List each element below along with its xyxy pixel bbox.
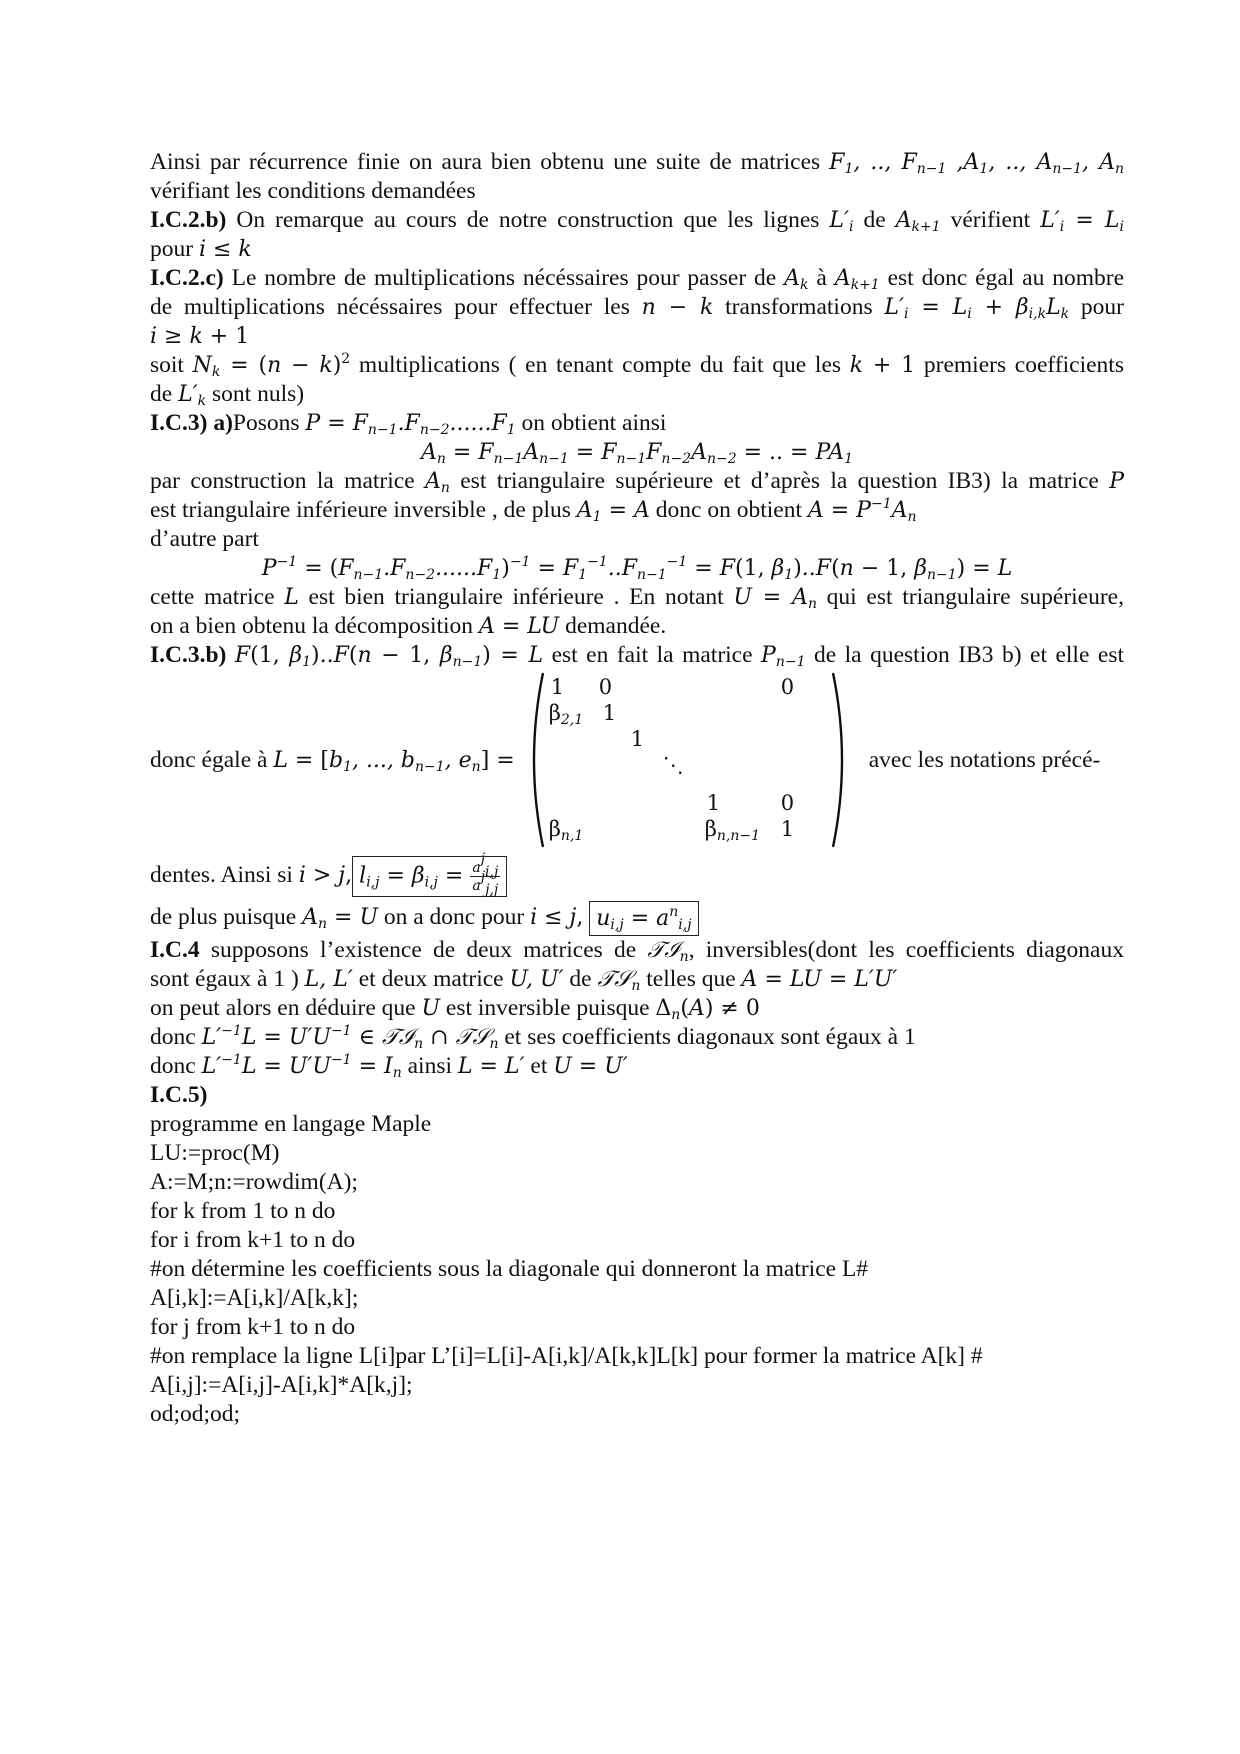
left-paren-icon (523, 670, 547, 850)
matrix-cell: $\beta_{2,1}$ (548, 701, 584, 728)
section-label: I.C.2.b) (150, 207, 227, 233)
boxed-formula-lij: $l_{i,j} = \beta_{i,j}$ = $\frac{a^j_{i,j}}{a^j_{j,j}}$ (352, 856, 507, 897)
section-label: I.C.2.c) (150, 265, 224, 291)
matrix-row (150, 670, 1124, 850)
code-line: od;od;od; (150, 1401, 241, 1427)
section-icc3-line5: d’autre part (150, 526, 259, 552)
section-icc3-line4: est triangulaire inférieure inversible , de plus $A_1 = A$ donc on obtient $A = P^{-1}A_n$ (150, 496, 917, 525)
matrix-cell: 0 (598, 675, 613, 699)
maple-code-block (150, 1110, 1124, 1429)
section-icc4-line3: on peut alors en déduire que U est inversible puisque $\Delta_n(A) \ne 0$ (150, 995, 760, 1023)
boxed-formula-uij: $u_{i,j} = a^n_{i,j}$ (589, 901, 698, 936)
section-icc4-line2: sont égaux à 1 ) L, L′ et deux matrice U, U′ de 𝒯𝒮$_n$ telles que A = LU = L′U′ (150, 966, 898, 994)
equation-an: $A_n = F_{n-1}A_{n-1} = F_{n-1}F_{n-2}A_{n-2}$ = .. = $PA_1$ (420, 440, 854, 467)
section-icc2b-cont: pour i ≤ k (150, 236, 252, 262)
section-label: I.C.3.b) (150, 642, 227, 668)
section-icc3-line7: cette matrice L est bien triangulaire inférieure . En notant $U = A_n$ qui est triangulaire supérieure, (150, 584, 1124, 612)
matrix-cell: 1 (780, 817, 795, 841)
equation-pinv: $P^{-1} = (F_{n-1}.F_{n-2}......F_1)^{-1} = F_1^{-1}..F_{n-1}^{-1} = F(1$, $\beta_1)..F(n - 1$, $\beta_{n-1}) = L$ (261, 554, 1013, 583)
paragraph-intro: Ainsi par récurrence finie on aura bien obtenu une suite de matrices $F_1$, .., $F_{n-1}$ $,A_1$, .., $A_{n-1}$, $A_n$ (150, 149, 1124, 177)
section-icc3b-uij: de plus puisque $A_n = U$ on a donc pour i ≤ j, $u_{i,j} = a^n_{i,j}$ (150, 901, 1124, 936)
section-icc2c-line2: de multiplications nécéssaires pour effectuer les n − k transformations $L'_i = L_i + \beta_{i,k}L_k$ pour (150, 294, 1124, 322)
code-line: for i from k+1 to n do (150, 1227, 356, 1253)
matrix-cell: 0 (780, 675, 795, 699)
section-icc3b: I.C.3.b) F(1, $\beta_1)..F(n - 1$, $\beta_{n-1}) = L$ est en fait la matrice $P_{n-1}$ de la question IB3 b) et elle est (150, 642, 1124, 670)
matrix-cell: ⋱ (662, 753, 684, 777)
code-line: A:=M;n:=rowdim(A); (150, 1169, 358, 1195)
right-paren-icon (829, 670, 853, 850)
section-icc2c: I.C.2.c) Le nombre de multiplications nécéssaires pour passer de $A_k$ à $A_{k+1}$ est donc égal au nombre (150, 265, 1125, 293)
program-intro-line: programme en langage Maple (150, 1111, 432, 1137)
code-line: for k from 1 to n do (150, 1198, 336, 1224)
code-line: A[i,j]:=A[i,j]-A[i,k]*A[k,j]; (150, 1372, 413, 1398)
matrix-cell: $\beta_{n,n-1}$ (704, 817, 760, 844)
section-label: I.C.4 (150, 937, 200, 963)
section-icc2b: I.C.2.b) On remarque au cours de notre construction que les lignes $L'_i$ de $A_{k+1}$ vérifient $L'_i = L_i$ (150, 207, 1124, 235)
section-icc4-line4: donc $L'^{-1}L = U'U^{-1}$ ∈ 𝒯ℐ$_n$ ∩ 𝒯𝒮$_n$ et ses coefficients diagonaux sont égaux à 1 (150, 1023, 916, 1052)
matrix-cell: 0 (780, 791, 795, 815)
section-icc2c-line3: i ≥ k + 1 (150, 324, 250, 349)
section-icc3-line8: on a bien obtenu la décomposition A = LU demandée. (150, 613, 667, 639)
section-icc3b-lij: dentes. Ainsi si i > j, $l_{i,j} = \beta_{i,j}$ = $\frac{a^j_{i,j}}{a^j_{j,j}}$ (150, 856, 1124, 897)
matrix-lhs: donc égale à $L = [b_1$, ..., $b_{n-1}$, $e_n$] = (150, 746, 515, 775)
code-line: A[i,k]:=A[i,k]/A[k,k]; (150, 1285, 359, 1311)
section-icc5-label: I.C.5) (150, 1082, 208, 1108)
matrix-L (523, 670, 853, 850)
section-icc3-line3: par construction la matrice $A_n$ est triangulaire supérieure et d’après la question IB3) la matrice P (150, 468, 1125, 496)
paragraph-intro-cont: vérifiant les conditions demandées (150, 178, 476, 204)
section-label: I.C.3) a) (150, 410, 233, 436)
matrix-cell: 1 (602, 701, 617, 725)
code-line: for j from k+1 to n do (150, 1314, 356, 1340)
section-icc3: I.C.3) a)Posons $P = F_{n-1}.F_{n-2}......F_1$ on obtient ainsi (150, 410, 667, 438)
code-line: #on détermine les coefficients sous la diagonale qui donneront la matrice L# (150, 1256, 869, 1282)
matrix-rhs: avec les notations précé- (868, 746, 1101, 773)
matrix-cell: 1 (630, 727, 645, 751)
matrix-cell: 1 (706, 791, 721, 815)
code-line: LU:=proc(M) (150, 1140, 280, 1166)
matrix-cell: 1 (550, 675, 565, 699)
section-icc4-line5: donc $L'^{-1}L = U'U^{-1} = I_n$ ainsi L = L′ et U = U′ (150, 1052, 628, 1081)
matrix-cell: $\beta_{n,1}$ (548, 817, 584, 844)
code-line: #on remplace la ligne L[i]par L’[i]=L[i]-A[i,k]/A[k,k]L[k] pour former la matrice A[k] # (150, 1343, 983, 1369)
document-page (150, 148, 1124, 1429)
section-icc2c-line5: de $L'_k$ sont nuls) (150, 381, 305, 409)
section-icc2c-line4: soit $N_k = (n - k)^2$ multiplications ( en tenant compte du fait que les k + 1 premiers coefficients (150, 351, 1124, 380)
section-icc4: I.C.4 supposons l’existence de deux matrices de 𝒯ℐ$_n$, inversibles(dont les coefficients diagonaux (150, 937, 1124, 965)
